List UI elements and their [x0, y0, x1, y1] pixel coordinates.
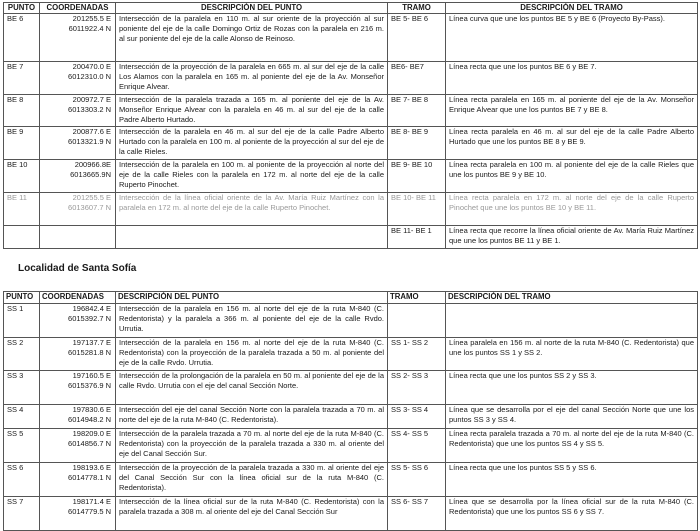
tramo-cell: BE 5- BE 6 [388, 14, 446, 62]
point-description-cell: Intersección de la paralela en 156 m. al norte del eje de la ruta M-840 (C. Redentorista) con la proyección de la paralela trazada a 50 m. al poniente del eje de la calle Rvdo. Urrutia. [116, 338, 388, 371]
tramo-description-cell: Línea que se desarrolla por la línea oficial sur de la ruta M-840 (C. Redentorista) que une los puntos SS 6 y SS 7. [446, 497, 698, 531]
punto-cell: BE 7 [4, 62, 40, 95]
point-description-cell: Intersección de la paralela en 110 m. al sur oriente de la proyección al sur poniente del eje de la calle Domingo Ortiz de Rozas con la paralela en 216 m. al sur poniente del eje de la calle Alonso de Reinoso. [116, 14, 388, 62]
tramo-description-cell: Línea curva que une los puntos BE 5 y BE 6 (Proyecto By-Pass). [446, 14, 698, 62]
coord-north: 6013321.9 N [68, 136, 111, 146]
tramo-cell: SS 6- SS 7 [388, 497, 446, 531]
table-row [4, 127, 698, 160]
table-row [4, 193, 698, 226]
punto-cell: SS 1 [4, 304, 40, 338]
point-description-cell: Intersección de la paralela trazada a 70 m. al norte del eje de la ruta M-840 (C. Redentorista) con la proyección de la paralela trazada a 330 m. al oriente del eje del Canal Sección Sur. [116, 429, 388, 463]
coord-north: 6014778.1 N [68, 472, 111, 482]
tramo-cell: SS 2- SS 3 [388, 371, 446, 405]
table-row [4, 429, 698, 463]
point-description-cell: Intersección de la prolongación de la paralela en 50 m. al poniente del eje de la calle Rvdo. Urrutia con el eje del canal Sección Norte. [116, 371, 388, 405]
tramo-description-cell [446, 304, 698, 338]
coord-north: 6014856.7 N [68, 438, 111, 448]
header-descripcion-punto: DESCRIPCIÓN DEL PUNTO [116, 292, 388, 304]
coord-east: 200877.6 E [72, 127, 111, 136]
point-description-cell: Intersección de la paralela en 46 m. al sur del eje de la calle Padre Alberto Hurtado con la paralela en 100 m. al poniente de la proyección al sur del eje de la calle Rieles. [116, 127, 388, 160]
punto-cell: BE 8 [4, 95, 40, 127]
tramo-description-cell: Línea recta que recorre la línea oficial oriente de Av. María Ruiz Martínez que une los puntos BE 11 y BE 1. [446, 226, 698, 249]
tramo-cell: SS 3- SS 4 [388, 405, 446, 429]
punto-cell: SS 7 [4, 497, 40, 531]
table-row [4, 338, 698, 371]
boundary-table-ss [3, 291, 698, 531]
header-tramo: TRAMO [388, 3, 446, 14]
tramo-description-cell: Línea recta paralela en 172 m. al norte del eje de la calle Ruperto Pinochet que une los puntos BE 10 y BE 11. [446, 193, 698, 226]
coordinates-cell [40, 497, 116, 531]
coord-east: 197137.7 E [72, 338, 111, 347]
coordinates-cell [40, 95, 116, 127]
tramo-description-cell: Línea que se desarrolla por el eje del canal Sección Norte que une los puntos SS 3 y SS 4. [446, 405, 698, 429]
coordinates-cell [40, 14, 116, 62]
coordinates-cell [40, 160, 116, 193]
punto-cell: SS 4 [4, 405, 40, 429]
punto-cell [4, 226, 40, 249]
table-row [4, 14, 698, 62]
coord-north: 6015376.9 N [68, 380, 111, 390]
coord-east: 200470.0 E [72, 62, 111, 71]
tramo-description-cell: Línea recta que une los puntos SS 2 y SS 3. [446, 371, 698, 405]
punto-cell: SS 2 [4, 338, 40, 371]
point-description-cell: Intersección de la paralela en 100 m. al poniente de la proyección al norte del eje de la calle Rieles con la paralela en 172 m. al norte del eje de la calle Ruperto Pinochet. [116, 160, 388, 193]
coordinates-cell [40, 304, 116, 338]
punto-cell: BE 6 [4, 14, 40, 62]
point-description-cell: Intersección de la línea oficial oriente de la Av. María Ruiz Martínez con la paralela en 172 m. al norte del eje de la calle Ruperto Pinochet. [116, 193, 388, 226]
tramo-cell [388, 304, 446, 338]
coord-north: 6014948.2 N [68, 414, 111, 424]
coord-north: 6012310.0 N [68, 71, 111, 81]
tramo-cell: BE6- BE7 [388, 62, 446, 95]
header-coordenadas: COORDENADAS [40, 292, 116, 304]
coord-north: 6011922.4 N [68, 23, 111, 33]
table-header-row [4, 3, 698, 14]
coord-east: 197160.5 E [72, 371, 111, 380]
coordinates-cell [40, 127, 116, 160]
tramo-cell: BE 10- BE 11 [388, 193, 446, 226]
table-row [4, 463, 698, 497]
point-description-cell: Intersección de la proyección de la paralela en 665 m. al sur del eje de la calle Los Alamos con la paralela en 165 m. al poniente del eje de la Av. Monseñor Enrique Alvear. [116, 62, 388, 95]
coord-east: 200966.8E [74, 160, 111, 169]
tramo-description-cell: Línea recta paralela en 165 m. al poniente del eje de la Av. Monseñor Enrique Alvear que une los puntos BE 7 y BE 8. [446, 95, 698, 127]
table-row [4, 497, 698, 531]
tramo-description-cell: Línea recta paralela en 100 m. al poniente del eje de la calle Rieles que une los puntos BE 9 y BE 10. [446, 160, 698, 193]
header-descripcion-tramo: DESCRIPCIÓN DEL TRAMO [446, 3, 698, 14]
table-row [4, 371, 698, 405]
point-description-cell: Intersección de la paralela en 156 m. al norte del eje de la ruta M-840 (C. Redentorista) y la paralela a 366 m. al poniente del eje de la calle Rvdo. Urrutia. [116, 304, 388, 338]
coordinates-cell [40, 226, 116, 249]
coord-east: 201255.5 E [72, 193, 111, 202]
table-row [4, 95, 698, 127]
point-description-cell: Intersección de la paralela trazada a 165 m. al poniente del eje de la Av. Monseñor Enrique Alvear con la paralela en 46 m. al sur del eje de la calle Padre Alberto Hurtado. [116, 95, 388, 127]
coord-east: 201255.5 E [72, 14, 111, 23]
coord-north: 6013665.9N [70, 169, 111, 179]
punto-cell: SS 6 [4, 463, 40, 497]
coordinates-cell [40, 405, 116, 429]
tramo-description-cell: Línea recta paralela trazada a 70 m. al norte del eje de la ruta M-840 (C. Redentorista) que une los puntos SS 4 y SS 5. [446, 429, 698, 463]
tramo-cell: BE 11- BE 1 [388, 226, 446, 249]
coordinates-cell [40, 371, 116, 405]
coord-east: 198209.0 E [72, 429, 111, 438]
coord-east: 198171.4 E [72, 497, 111, 506]
punto-cell: SS 3 [4, 371, 40, 405]
coordinates-cell [40, 338, 116, 371]
table-header-row [4, 292, 698, 304]
coord-east: 196842.4 E [72, 304, 111, 313]
boundary-table-be [3, 2, 698, 249]
coord-north: 6015392.7 N [68, 313, 111, 323]
coord-east: 197830.6 E [72, 405, 111, 414]
coordinates-cell [40, 62, 116, 95]
header-punto: PUNTO [4, 292, 40, 304]
tramo-cell: BE 8- BE 9 [388, 127, 446, 160]
header-punto: PUNTO [4, 3, 40, 14]
punto-cell: BE 11 [4, 193, 40, 226]
tramo-cell: BE 9- BE 10 [388, 160, 446, 193]
header-tramo: TRAMO [388, 292, 446, 304]
coord-east: 198193.6 E [72, 463, 111, 472]
tramo-cell: BE 7- BE 8 [388, 95, 446, 127]
coord-north: 6015281.8 N [68, 347, 111, 357]
table-row [4, 405, 698, 429]
tramo-description-cell: Línea recta paralela en 46 m. al sur del eje de la calle Padre Alberto Hurtado que une los puntos BE 8 y BE 9. [446, 127, 698, 160]
punto-cell: BE 10 [4, 160, 40, 193]
coordinates-cell [40, 463, 116, 497]
coord-north: 6014779.5 N [68, 506, 111, 516]
point-description-cell [116, 226, 388, 249]
tramo-description-cell: Línea paralela en 156 m. al norte de la ruta M-840 (C. Redentorista) que une los puntos SS 1 y SS 2. [446, 338, 698, 371]
coord-north: 6013607.7 N [68, 202, 111, 212]
coordinates-cell [40, 193, 116, 226]
header-coordenadas: COORDENADAS [40, 3, 116, 14]
point-description-cell: Intersección de la proyección de la paralela trazada a 330 m. al oriente del eje del Canal Sección Sur con la línea oficial sur de la ruta M-840 (C. Redentorista). [116, 463, 388, 497]
coordinates-cell [40, 429, 116, 463]
point-description-cell: Intersección del eje del canal Sección Norte con la paralela trazada a 70 m. al norte del eje de la ruta M-840 (C. Redentorista). [116, 405, 388, 429]
table-row [4, 304, 698, 338]
point-description-cell: Intersección de la línea oficial sur de la ruta M-840 (C. Redentorista) con la paralela trazada a 308 m. al oriente del eje del Canal Sección Sur [116, 497, 388, 531]
punto-cell: SS 5 [4, 429, 40, 463]
table-row [4, 226, 698, 249]
section-title-santa-sofia: Localidad de Santa Sofía [18, 263, 137, 274]
coord-east: 200972.7 E [72, 95, 111, 104]
tramo-description-cell: Línea recta que une los puntos SS 5 y SS 6. [446, 463, 698, 497]
table-row [4, 160, 698, 193]
header-descripcion-tramo: DESCRIPCIÓN DEL TRAMO [446, 292, 698, 304]
punto-cell: BE 9 [4, 127, 40, 160]
tramo-cell: SS 1- SS 2 [388, 338, 446, 371]
header-descripcion-punto: DESCRIPCIÓN DEL PUNTO [116, 3, 388, 14]
tramo-cell: SS 4- SS 5 [388, 429, 446, 463]
table-row [4, 62, 698, 95]
tramo-cell: SS 5- SS 6 [388, 463, 446, 497]
tramo-description-cell: Línea recta que une los puntos BE 6 y BE 7. [446, 62, 698, 95]
coord-north: 6013303.2 N [68, 104, 111, 114]
